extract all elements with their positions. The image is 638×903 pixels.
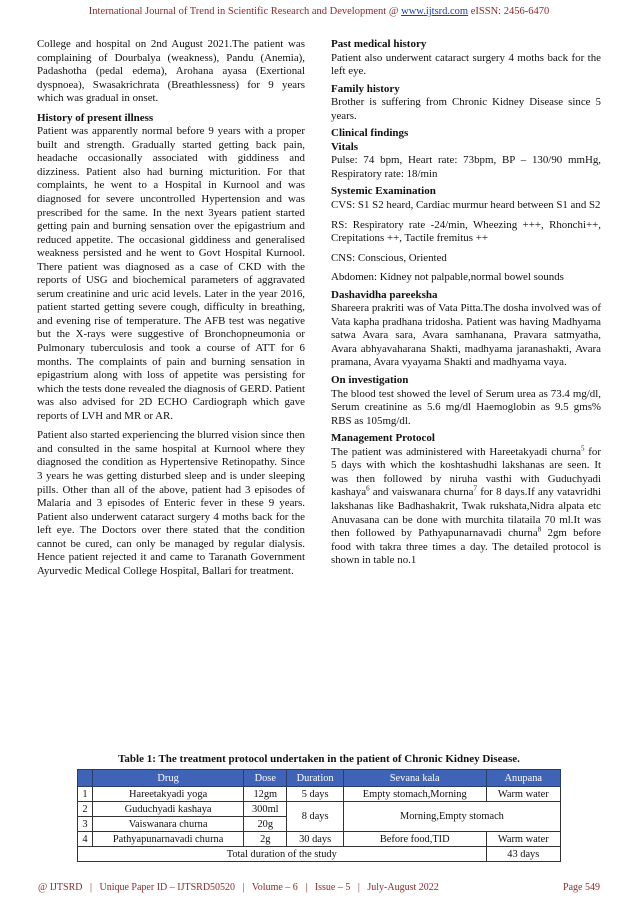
mgmt-text-a: The patient was administered with Hareetakyadi churna <box>331 445 581 458</box>
table-cell: Hareetakyadi yoga <box>93 787 244 802</box>
treatment-protocol-table <box>77 769 561 862</box>
table-caption: Table 1: The treatment protocol undertaken in the patient of Chronic Kidney Disease. <box>118 753 520 765</box>
table-cell: Guduchyadi kashaya <box>93 802 244 817</box>
management-paragraph <box>331 446 601 568</box>
heading-past-history: Past medical history <box>331 38 427 50</box>
mgmt-text-e: 2gm before food with takra three times a day. The detailed protocol is shown in table no.1 <box>331 527 601 567</box>
table-cell: 300ml <box>244 802 287 817</box>
table-cell: 1 <box>78 787 93 802</box>
ref-6: 6 <box>366 484 370 493</box>
table-row <box>78 802 561 817</box>
table-cell: 20g <box>244 817 287 832</box>
table-cell: Morning,Empty stomach <box>343 802 560 832</box>
table-cell: Before food,TID <box>343 832 486 847</box>
table-cell: 2 <box>78 802 93 817</box>
present-illness-paragraph: Patient was apparently normal before 9 years with a proper built and strength. Gradually started getting back pain, headache occasionally associated with giddiness and dizziness. Patient also had burning micturition. For that complaints, he went to a Hospital in Kurnool and was diagnosed for severe uncontrolled Hypertension and was prescribed for the same. In the next 3years patient started getting pain and burning sensation over the epigastrium and reduced appetite. The occasional giddiness and generalised weakness persisted and he went to Govt Hospital Kurnool. There patient was diagnosed as a case of CKD with the reports of USG and biochemical parameters of aggravated serum creatinine and uric acid levels. Later in the year 2016, patient started getting severe cough, difficulty in breathing, and evening rise of temperature. The AFB test was negative but the X-rays were suggestive of Bronchopneumonia or Pulmonary tuberculosis and took a course of ATT for 6 months. The complaints of pain and burning sensation in epigastrium along with loss of appetite was persisting for which the tests done revealed the diagnosis of GERD. Patient was also advised for 2D ECHO Cardiograph which gave reports of LVH and MR or AR. <box>37 125 305 422</box>
table-row <box>78 787 561 802</box>
intro-paragraph: College and hospital on 2nd August 2021.The patient was complaining of Dourbalya (weakness), Pandu (Anemia), Padashotha (pedal edema), Arohana ayasa (Exertional dyspnoea), Swasakrichrata (Breathlessness) for 9 years which was gradual in onset. <box>37 38 305 105</box>
mgmt-text-d: for 8 days.If any vatavridhi lakshanas like Badhashakrit, Twak rukshata,Nidra alpata etc Anuvasana can be done with murchita tilataila 70 ml.It was then followed by Pathyapunarnavadi churna <box>331 486 601 540</box>
table-cell: 2g <box>244 832 287 847</box>
heading-investigation: On investigation <box>331 374 409 387</box>
col-header <box>78 770 93 787</box>
abdomen-paragraph: Abdomen: Kidney not palpable,normal bowel sounds <box>331 271 564 284</box>
table-cell: 12gm <box>244 787 287 802</box>
heading-clinical-findings: Clinical findings <box>331 127 409 140</box>
vision-paragraph: Patient also started experiencing the blurred vision since then and consulted in the same hospital at Kurnool where they diagnosed the condition as Hypertensive Retinopathy. Since 3 years he was getting disturbed sleep and is under sleeping pills. Other than all of the above, patient had 3 episodes of Malaria and 3 episodes of Enteric fever in these 9 years. Patient also underwent cataract surgery 4 moths back for the left eye. The Doctors over there stated that the condition cannot be cured, can only be managed by regular dialysis. Hence patient rejected it and came to Taranath Government Ayurvedic Medical College Hospital, Ballari for treatment. <box>37 429 305 577</box>
ref-7: 7 <box>473 484 478 493</box>
ref-5: 5 <box>580 444 585 453</box>
col-header: Anupana <box>486 770 560 787</box>
table-cell: Empty stomach,Morning <box>343 787 486 802</box>
right-column <box>331 38 601 574</box>
footer-info: @ IJTSRD | Unique Paper ID – IJTSRD50520 | Volume – 6 | Issue – 5 | July-August 2022 <box>38 882 439 893</box>
table-cell: 3 <box>78 817 93 832</box>
heading-present-illness: History of present illness <box>37 111 154 124</box>
heading-vitals: Vitals <box>331 140 359 153</box>
col-header: Dose <box>244 770 287 787</box>
left-column <box>37 38 305 584</box>
dashavidha-paragraph: Shareera prakriti was of Vata Pitta.The dosha involved was of Vata kapha pradhana tridosha. Patient was having Madhyama satwa Avara sara, Avara samhanana, Pravara satmyatha, Avara abhyavaharana Shakti, madhyama jaranashakti, Avara pramana, Avara vyayama Shakti and madhyama vaya. <box>331 302 601 369</box>
col-header: Duration <box>287 770 344 787</box>
footer-page-number: Page 549 <box>563 882 600 893</box>
table-cell: 4 <box>78 832 93 847</box>
heading-family-history: Family history <box>331 82 400 95</box>
total-label: Total duration of the study <box>78 847 487 862</box>
heading-management: Management Protocol <box>331 432 435 445</box>
header-journal-text: International Journal of Trend in Scientific Research and Development @ <box>88 6 402 17</box>
total-value: 43 days <box>486 847 560 862</box>
table-cell: 5 days <box>287 787 344 802</box>
header-link[interactable]: www.ijtsrd.com <box>401 6 469 17</box>
col-header: Drug <box>93 770 244 787</box>
cns-paragraph: CNS: Conscious, Oriented <box>331 251 447 264</box>
mgmt-text-b: for 5 days with which the koshtashudhi lakshanas are seen. It was then followed by niruha vasthi with Guduchyadi kashaya <box>331 445 601 499</box>
past-history-paragraph: Patient also underwent cataract surgery 4 moths back for the left eye. <box>331 51 601 78</box>
table-total-row <box>78 847 561 862</box>
vitals-paragraph: Pulse: 74 bpm, Heart rate: 73bpm, BP – 130/90 mmHg, Respiratory rate: 18/min <box>331 154 601 180</box>
header-issn: eISSN: 2456-6470 <box>468 6 550 17</box>
heading-systemic-exam: Systemic Examination <box>331 185 436 198</box>
family-history-paragraph: Brother is suffering from Chronic Kidney Disease since 5 years. <box>331 96 601 122</box>
table-header-row <box>78 770 561 787</box>
ref-8: 8 <box>537 525 542 534</box>
table-cell: Pathyapunarnavadi churna <box>93 832 244 847</box>
mgmt-text-c: and vaiswanara churna <box>369 486 474 499</box>
heading-dashavidha: Dashavidha pareeksha <box>331 288 438 301</box>
cvs-paragraph: CVS: S1 S2 heard, Cardiac murmur heard between S1 and S2 <box>331 199 601 212</box>
rs-paragraph: RS: Respiratory rate -24/min, Wheezing +++, Rhonchi++, Crepitations ++, Tactile fremitus ++ <box>331 218 601 245</box>
col-header: Sevana kala <box>343 770 486 787</box>
table-row <box>78 832 561 847</box>
investigation-paragraph: The blood test showed the level of Serum urea as 73.4 mg/dl, Serum creatinine as 5.6 mg/dl Haemoglobin as 9.5 gms% RBS as 105mg/dl. <box>331 387 601 427</box>
table-cell: 30 days <box>287 832 344 847</box>
table-cell: Vaiswanara churna <box>93 817 244 832</box>
table-cell: 8 days <box>287 802 344 832</box>
table-cell: Warm water <box>486 832 560 847</box>
running-header <box>0 6 638 17</box>
table-cell: Warm water <box>486 787 560 802</box>
